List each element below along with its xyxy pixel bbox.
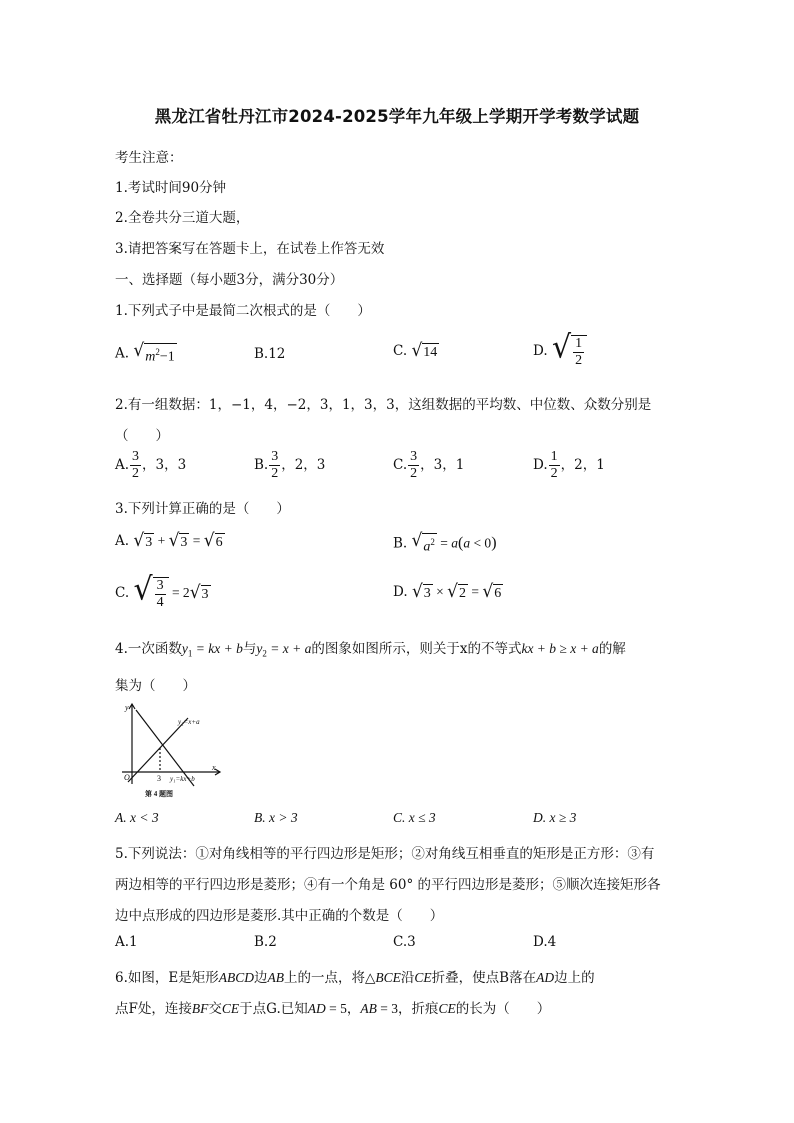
graph-caption: 第 4 题图 bbox=[145, 790, 173, 798]
graph-label-y1: y₁=kx+b bbox=[170, 775, 195, 783]
question-2-option-c: C. $\frac{3}{2}$ ，3，1 bbox=[393, 449, 465, 481]
question-2-stem: 2.有一组数据：1，−1，4，−2，3，1，3，3，这组数据的平均数、中位数、众数分别是 bbox=[115, 397, 652, 413]
question-1-option-c: C. √ 14 bbox=[393, 340, 438, 362]
question-5-option-b: B.2 bbox=[254, 934, 277, 950]
question-5-line-1: 5.下列说法：①对角线相等的平行四边形是矩形；②对角线互相垂直的矩形是正方形：③有 bbox=[115, 846, 655, 862]
graph-label-x: x bbox=[212, 763, 216, 772]
question-4-graph bbox=[116, 700, 226, 800]
question-4-stem-line-2: 集为（ ） bbox=[115, 678, 196, 694]
graph-label-3: 3 bbox=[157, 774, 161, 783]
notice-heading: 考生注意： bbox=[115, 150, 183, 166]
question-1-option-d: D. √ $\frac{1}{2}$ bbox=[533, 335, 587, 368]
question-3-option-b: B. √ $a^2$ = a(a < 0) bbox=[393, 530, 497, 555]
question-4-option-b: B. x > 3 bbox=[254, 810, 298, 825]
graph-label-y2: y₂=x+a bbox=[178, 718, 200, 726]
question-1-stem: 1.下列式子中是最简二次根式的是（ ） bbox=[115, 303, 371, 319]
question-3-option-d: D. √ 3 × √ 2 = √ 6 bbox=[393, 581, 502, 603]
question-4-stem: 4.一次函数$y_1$ = kx + b与$y_2 = x + a$的图象如图所示，则关于x的不等式kx + b ≥ x + a的解 bbox=[115, 641, 626, 659]
question-6-line-1: 6.如图，E是矩形ABCD边AB上的一点，将△BCE沿CE折叠，使点B落在AD边上的 bbox=[115, 970, 595, 986]
question-5-option-a: A.1 bbox=[115, 934, 138, 950]
question-5-option-c: C.3 bbox=[393, 934, 416, 950]
question-4-option-d: D. x ≥ 3 bbox=[533, 810, 577, 825]
question-5-line-3: 边中点形成的四边形是菱形.其中正确的个数是（ ） bbox=[115, 908, 444, 924]
question-4-option-c: C. x ≤ 3 bbox=[393, 810, 436, 825]
page-title: 黑龙江省牡丹江市2024-2025学年九年级上学期开学考数学试题 bbox=[154, 107, 640, 126]
question-5-line-2: 两边相等的平行四边形是菱形；④有一个角是 60° 的平行四边形是菱形；⑤顺次连接矩形各 bbox=[115, 877, 661, 893]
question-2-option-d: D. $\frac{1}{2}$ ，2，1 bbox=[533, 449, 605, 481]
notice-item-2: 2.全卷共分三道大题， bbox=[115, 210, 250, 226]
question-3-stem: 3.下列计算正确的是（ ） bbox=[115, 501, 290, 517]
question-2-paren: （ ） bbox=[115, 428, 169, 444]
question-4-option-a: A. x < 3 bbox=[115, 810, 159, 825]
question-3-option-a: A. √ 3 + √ 3 = √ 6 bbox=[115, 530, 223, 552]
notice-item-1: 1.考试时间90分钟 bbox=[115, 180, 227, 196]
notice-item-3: 3.请把答案写在答题卡上，在试卷上作答无效 bbox=[115, 241, 385, 257]
question-2-option-a: A. $\frac{3}{2}$ ，3，3 bbox=[115, 449, 187, 481]
question-1-option-a: A. √ $m^2-1$ bbox=[115, 340, 175, 365]
question-6-line-2: 点F处，连接BF交CE于点G.已知AD = 5，AB = 3，折痕CE的长为（ ） bbox=[115, 1001, 551, 1017]
question-2-option-b: B. $\frac{3}{2}$ ，2，3 bbox=[254, 449, 326, 481]
question-5-option-d: D.4 bbox=[533, 934, 557, 950]
graph-label-y: y bbox=[125, 703, 129, 712]
graph-label-o: O bbox=[124, 773, 130, 782]
question-1-option-b: B.12 bbox=[254, 346, 286, 362]
section-heading: 一、选择题（每小题3分，满分30分） bbox=[115, 272, 344, 288]
question-3-option-c: C. √ $\frac{3}{4}$ = 2 √ 3 bbox=[115, 570, 209, 610]
